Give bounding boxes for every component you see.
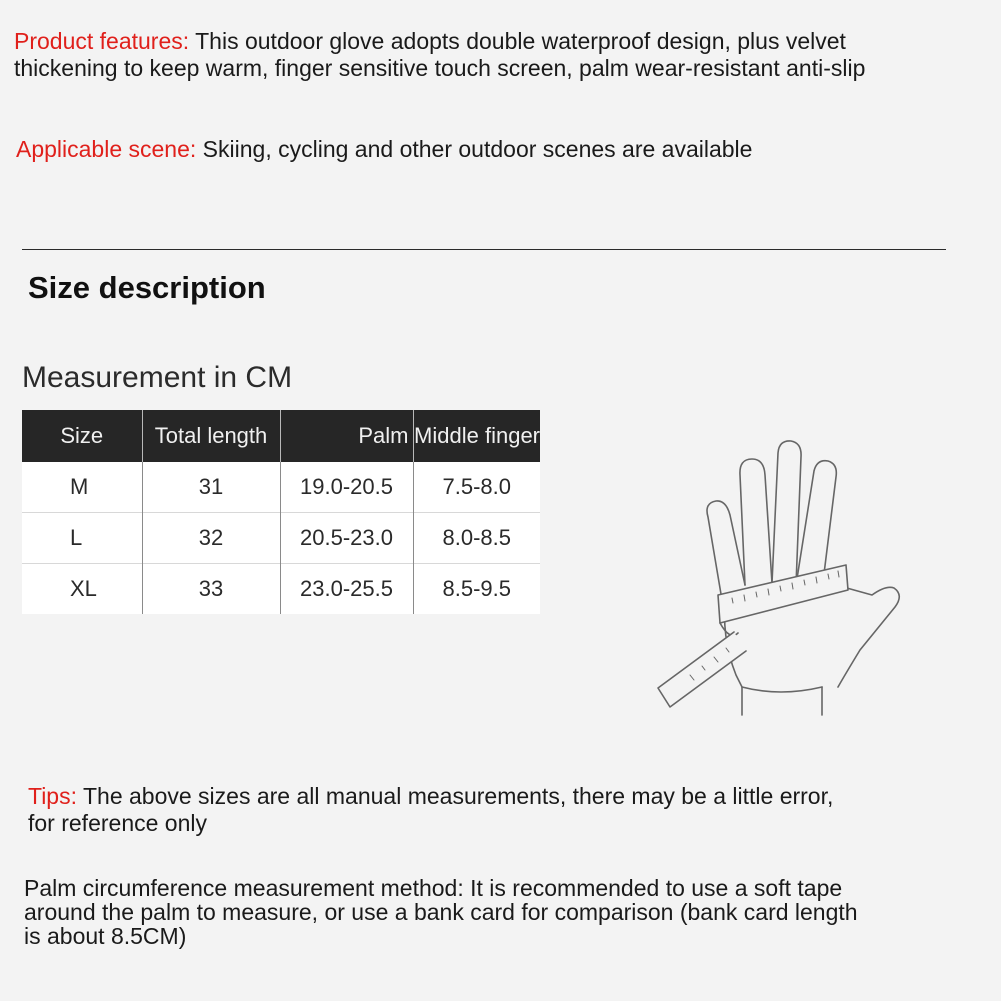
applicable-scene	[16, 136, 976, 163]
applicable-scene-text: Skiing, cycling and other outdoor scenes are available	[196, 136, 753, 162]
product-features-text: This outdoor glove adopts double waterproof design, plus velvet thickening to keep warm, finger sensitive touch screen, palm wear-resistant anti-slip	[14, 28, 866, 81]
measurement-heading: Measurement in CM	[22, 361, 293, 394]
table-row	[22, 513, 540, 564]
cell-total-length: 33	[142, 564, 280, 615]
size-table	[22, 410, 540, 614]
cell-size: L	[22, 513, 142, 564]
product-features-label: Product features:	[14, 28, 190, 54]
header-palm: Palm	[280, 410, 413, 462]
size-description-heading: Size description	[28, 270, 266, 305]
cell-middle-finger: 8.5-9.5	[413, 564, 540, 615]
cell-total-length: 31	[142, 462, 280, 513]
palm-measurement-method: Palm circumference measurement method: It is recommended to use a soft tape around the palm to measure, or use a bank card for comparison (bank card length is about 8.5CM)	[24, 875, 858, 949]
header-size: Size	[22, 410, 142, 462]
header-total-length: Total length	[142, 410, 280, 462]
tips-text: The above sizes are all manual measurements, there may be a little error, for reference only	[28, 783, 834, 836]
cell-palm: 20.5-23.0	[280, 513, 413, 564]
header-middle-finger: Middle finger	[413, 410, 540, 462]
cell-middle-finger: 7.5-8.0	[413, 462, 540, 513]
applicable-scene-label: Applicable scene:	[16, 136, 197, 162]
cell-palm: 23.0-25.5	[280, 564, 413, 615]
cell-palm: 19.0-20.5	[280, 462, 413, 513]
cell-total-length: 32	[142, 513, 280, 564]
section-divider	[22, 249, 946, 250]
hand-measurement-icon	[650, 435, 910, 720]
cell-size: XL	[22, 564, 142, 615]
cell-middle-finger: 8.0-8.5	[413, 513, 540, 564]
product-features	[14, 28, 994, 82]
tips-label: Tips:	[28, 783, 77, 809]
table-header-row	[22, 410, 540, 462]
tips-note	[28, 783, 968, 837]
cell-size: M	[22, 462, 142, 513]
table-row	[22, 564, 540, 615]
table-row	[22, 462, 540, 513]
